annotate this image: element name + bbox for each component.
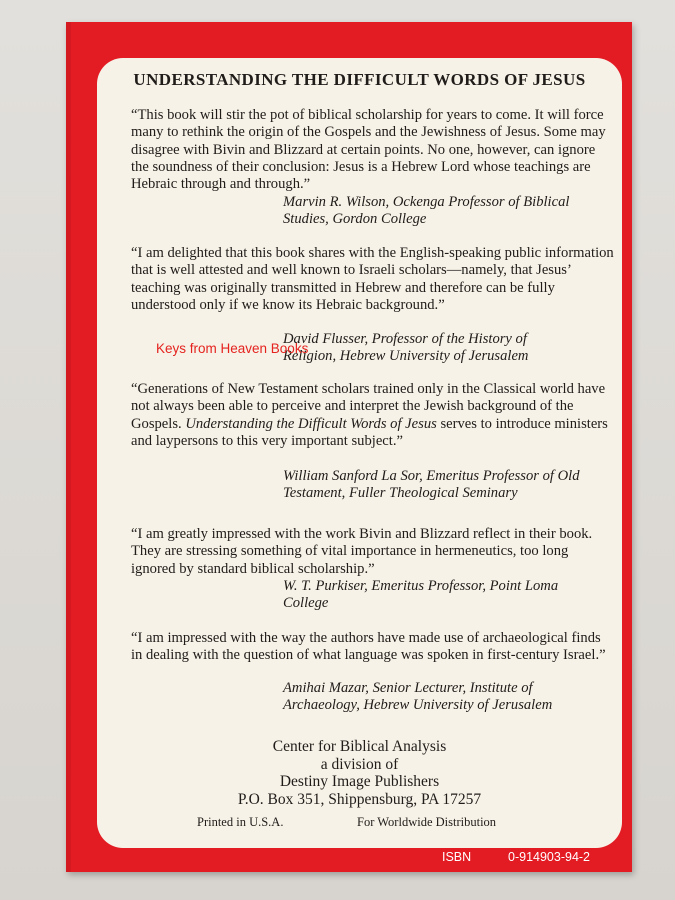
- watermark-text: Keys from Heaven Books: [156, 341, 309, 356]
- attribution-wilson: Marvin R. Wilson, Ockenga Professor of Biblical Studies, Gordon College: [283, 194, 570, 228]
- quote-wilson: “This book will stir the pot of biblical scholarship for years to come. It will force many to rethink the origin of the Gospels and the Jewishness of Jesus. Some may disagree with Bivin and Blizzard at certain points. No one, however, can ignore the soundness of their conclusion: Jesus is a Hebrew Lord whose teachings are Hebraic through and through.”: [131, 107, 606, 193]
- quote-mazar: “I am impressed with the way the authors have made use of archaeological finds in dealing with the question of what language was spoken in first-century Israel.”: [131, 630, 606, 664]
- publisher-parent: Destiny Image Publishers: [279, 773, 440, 791]
- cream-text-panel: [97, 58, 622, 848]
- isbn-number: 0-914903-94-2: [508, 850, 591, 864]
- publisher-address: P.O. Box 351, Shippensburg, PA 17257: [237, 790, 482, 808]
- quote-lasor-book-title: Understanding the Difficult Words of Jesus: [185, 415, 437, 432]
- attribution-lasor: William Sanford La Sor, Emeritus Professor of Old Testament, Fuller Theological Seminary: [283, 468, 580, 502]
- attribution-purkiser: W. T. Purkiser, Emeritus Professor, Point Loma College: [283, 578, 559, 612]
- book-spine-edge: [66, 22, 71, 872]
- quote-lasor-text: “Generations of New Testament scholars trained only in the Classical world have not always been able to perceive and interpret the Jewish background of the Gospels.: [131, 381, 606, 432]
- printed-in: Printed in U.S.A.: [197, 815, 284, 829]
- quote-lasor: [131, 381, 615, 450]
- quote-purkiser: “I am greatly impressed with the work Bivin and Blizzard reflect in their book. They are stressing something of vital importance in hermeneutics, too long ignored by standard biblical scholarship.”: [131, 526, 593, 577]
- book-title: UNDERSTANDING THE DIFFICULT WORDS OF JESUS: [133, 70, 586, 89]
- attribution-flusser: David Flusser, Professor of the History of Religion, Hebrew University of Jerusalem: [283, 331, 529, 365]
- publisher-name: Center for Biblical Analysis: [272, 738, 447, 755]
- publisher-block: [97, 738, 622, 808]
- distribution-note: For Worldwide Distribution: [357, 815, 497, 829]
- quote-lasor-text-end: serves to introduce ministers and laypersons to this very important subject.”: [131, 415, 608, 449]
- quote-flusser: “I am delighted that this book shares with the English-speaking public information that is well attested and well known to Israeli scholars—namely, that Jesus’ teaching was originally transmitted in Hebrew and therefore can be fully understood only if we know its Hebraic background.”: [131, 245, 614, 313]
- attribution-mazar: Amihai Mazar, Senior Lecturer, Institute of Archaeology, Hebrew University of Jerusalem: [283, 680, 553, 714]
- publisher-division: a division of: [320, 755, 399, 773]
- isbn-label: ISBN: [442, 850, 472, 864]
